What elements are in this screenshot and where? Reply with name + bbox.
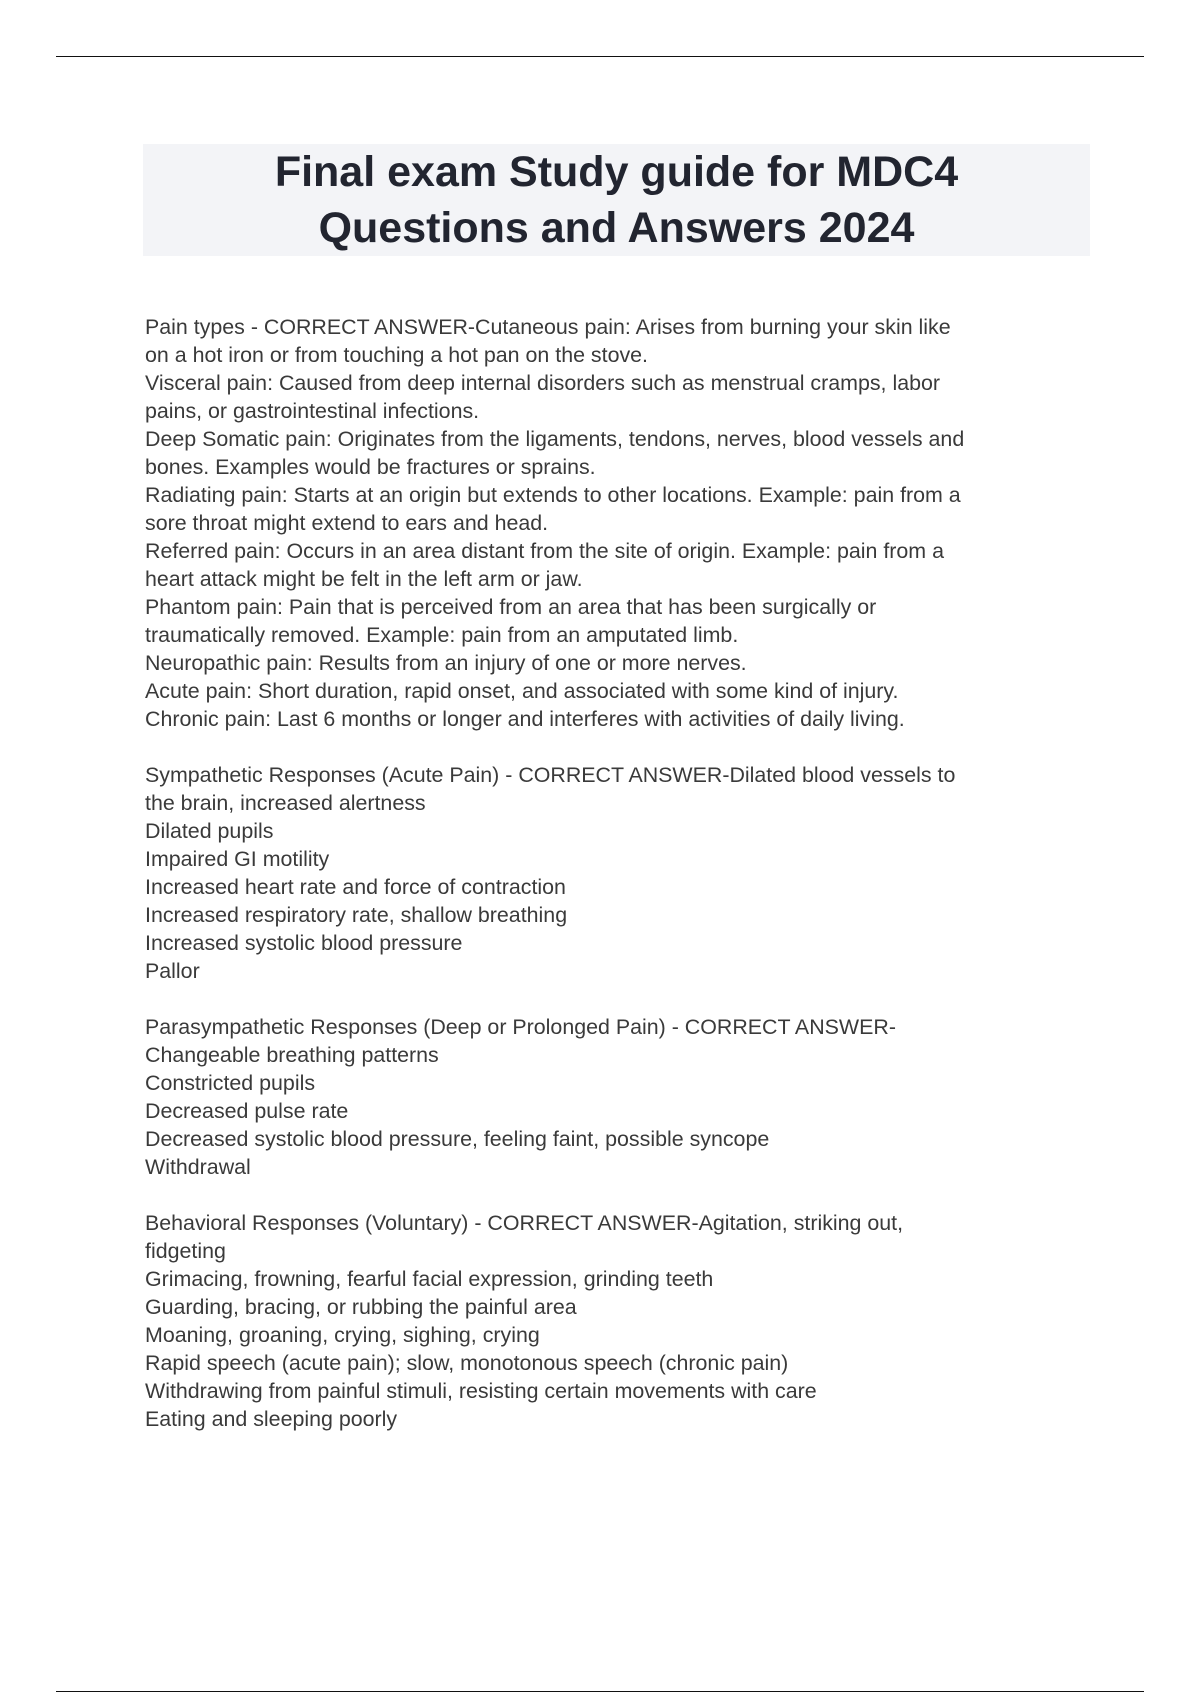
- text-line: Decreased systolic blood pressure, feeling faint, possible syncope: [145, 1127, 770, 1151]
- text-line: Impaired GI motility: [145, 847, 330, 871]
- text-line: Visceral pain: Caused from deep internal disorders such as menstrual cramps, labor: [145, 371, 941, 395]
- title-line-2: Questions and Answers 2024: [318, 204, 915, 252]
- text-line: Dilated pupils: [145, 819, 274, 843]
- title-banner: [143, 144, 1090, 256]
- qa-parasympathetic-responses: [145, 1013, 1095, 1181]
- qa-behavioral-responses: [145, 1209, 1095, 1433]
- text-line: bones. Examples would be fractures or sprains.: [145, 455, 596, 479]
- text-line: Phantom pain: Pain that is perceived from an area that has been surgically or: [145, 595, 877, 619]
- text-line: Referred pain: Occurs in an area distant from the site of origin. Example: pain from a: [145, 539, 944, 563]
- text-line: Changeable breathing patterns: [145, 1043, 439, 1067]
- text-line: Eating and sleeping poorly: [145, 1407, 398, 1431]
- text-line: pains, or gastrointestinal infections.: [145, 399, 480, 423]
- text-line: Pain types - CORRECT ANSWER-Cutaneous pain: Arises from burning your skin like: [145, 315, 951, 339]
- qa-pain-types: [145, 313, 1095, 733]
- text-line: Rapid speech (acute pain); slow, monotonous speech (chronic pain): [145, 1351, 789, 1375]
- text-line: heart attack might be felt in the left arm or jaw.: [145, 567, 583, 591]
- text-line: Increased respiratory rate, shallow breathing: [145, 903, 568, 927]
- text-line: Neuropathic pain: Results from an injury of one or more nerves.: [145, 651, 747, 675]
- text-line: Parasympathetic Responses (Deep or Prolonged Pain) - CORRECT ANSWER-: [145, 1015, 896, 1039]
- qa-sympathetic-responses: [145, 761, 1095, 985]
- text-line: fidgeting: [145, 1239, 226, 1263]
- text-line: traumatically removed. Example: pain from an amputated limb.: [145, 623, 739, 647]
- document-body: [145, 313, 1095, 1461]
- text-line: Acute pain: Short duration, rapid onset, and associated with some kind of injury.: [145, 679, 899, 703]
- text-line: Deep Somatic pain: Originates from the ligaments, tendons, nerves, blood vessels and: [145, 427, 965, 451]
- text-line: Increased systolic blood pressure: [145, 931, 463, 955]
- text-line: Decreased pulse rate: [145, 1099, 349, 1123]
- text-line: Increased heart rate and force of contraction: [145, 875, 566, 899]
- text-line: on a hot iron or from touching a hot pan on the stove.: [145, 343, 649, 367]
- text-line: Constricted pupils: [145, 1071, 316, 1095]
- text-line: Grimacing, frowning, fearful facial expression, grinding teeth: [145, 1267, 714, 1291]
- text-line: Sympathetic Responses (Acute Pain) - CORRECT ANSWER-Dilated blood vessels to: [145, 763, 956, 787]
- text-line: Radiating pain: Starts at an origin but extends to other locations. Example: pain from a: [145, 483, 961, 507]
- text-line: Moaning, groaning, crying, sighing, crying: [145, 1323, 540, 1347]
- bottom-rule: [56, 1691, 1144, 1692]
- top-rule: [56, 56, 1144, 57]
- text-line: Chronic pain: Last 6 months or longer and interferes with activities of daily living.: [145, 707, 905, 731]
- text-line: Withdrawing from painful stimuli, resisting certain movements with care: [145, 1379, 817, 1403]
- page-title: [275, 144, 958, 256]
- text-line: Guarding, bracing, or rubbing the painful area: [145, 1295, 577, 1319]
- text-line: sore throat might extend to ears and head.: [145, 511, 549, 535]
- text-line: Behavioral Responses (Voluntary) - CORRECT ANSWER-Agitation, striking out,: [145, 1211, 904, 1235]
- text-line: the brain, increased alertness: [145, 791, 426, 815]
- text-line: Withdrawal: [145, 1155, 251, 1179]
- text-line: Pallor: [145, 959, 200, 983]
- title-line-1: Final exam Study guide for MDC4: [274, 148, 959, 196]
